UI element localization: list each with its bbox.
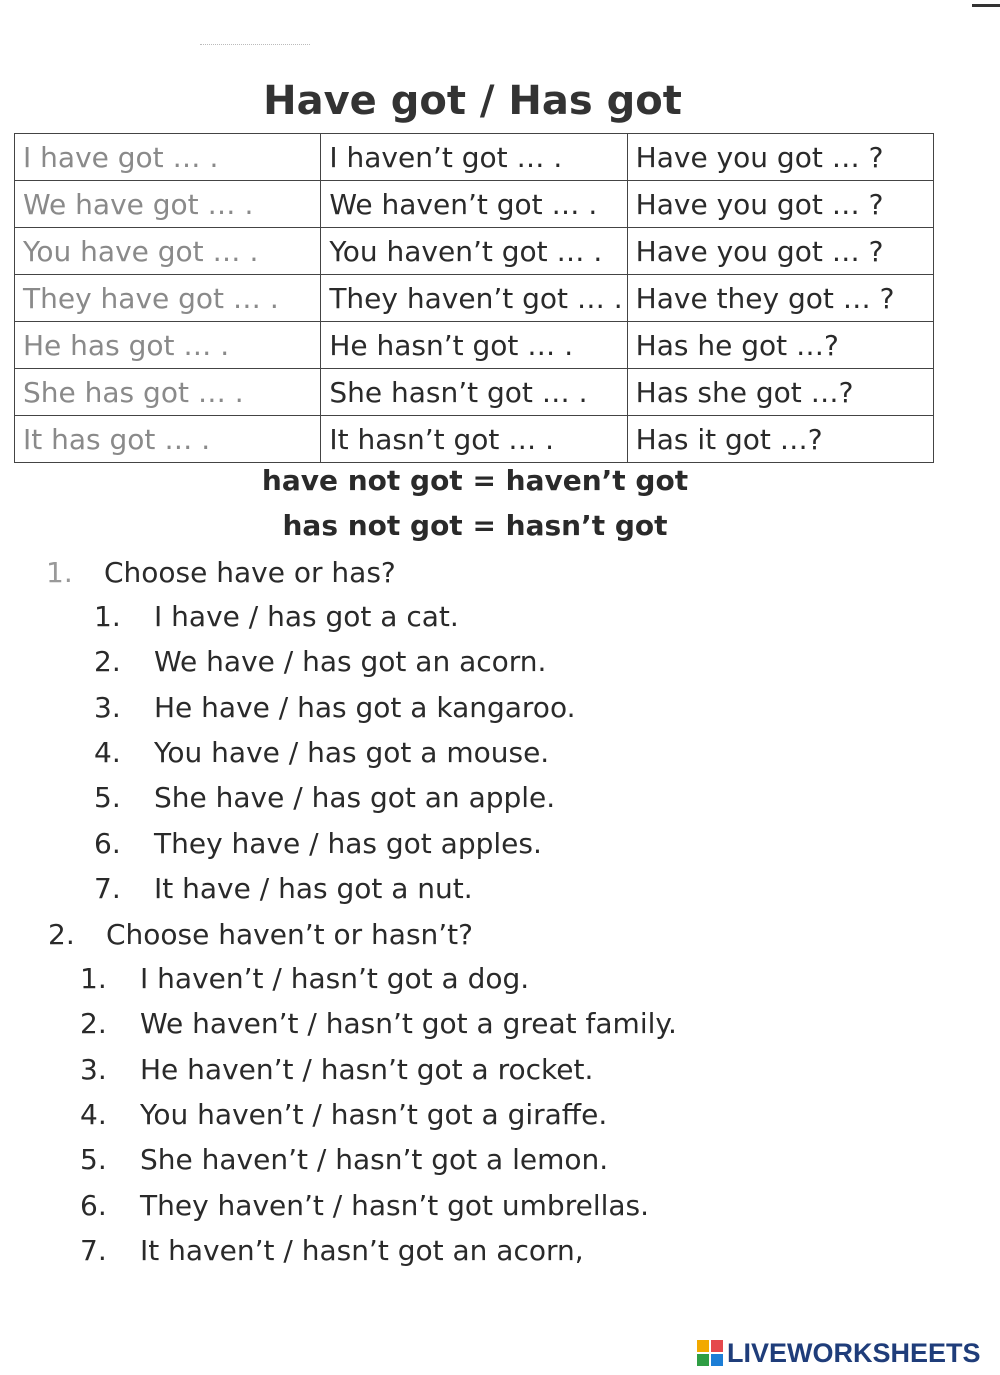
logo-tile bbox=[711, 1340, 723, 1352]
item-text: He haven’t / hasn’t got a rocket. bbox=[140, 1052, 594, 1086]
table-cell-negative: We haven’t got … . bbox=[321, 181, 627, 228]
exercise2-item[interactable] bbox=[80, 1234, 584, 1267]
item-text: She haven’t / hasn’t got a lemon. bbox=[140, 1143, 609, 1177]
table-cell-question: Has he got …? bbox=[627, 322, 933, 369]
item-number: 5. bbox=[80, 1143, 107, 1177]
item-text: She have / has got an apple. bbox=[154, 781, 556, 815]
table-row bbox=[15, 275, 934, 322]
item-number: 2. bbox=[94, 645, 121, 679]
exercise-2-number: 2. bbox=[48, 918, 75, 951]
table-cell-negative: You haven’t got … . bbox=[321, 228, 627, 275]
table-cell-question: Have you got … ? bbox=[627, 181, 933, 228]
grammar-table bbox=[14, 133, 934, 463]
table-row bbox=[15, 322, 934, 369]
table-cell-affirmative: She has got … . bbox=[15, 369, 321, 416]
logo-tile bbox=[697, 1340, 709, 1352]
item-text: You haven’t / hasn’t got a giraffe. bbox=[140, 1097, 608, 1131]
exercise-2-heading bbox=[48, 918, 473, 951]
item-text: They have / has got apples. bbox=[154, 826, 542, 860]
exercise2-item[interactable] bbox=[80, 1007, 677, 1040]
rule-have-not-got: have not got = haven’t got bbox=[261, 464, 689, 497]
item-text: They haven’t / hasn’t got umbrellas. bbox=[140, 1188, 650, 1222]
exercise1-item[interactable] bbox=[94, 645, 546, 678]
table-row bbox=[15, 134, 934, 181]
logo-tile bbox=[697, 1354, 709, 1366]
exercise1-item[interactable] bbox=[94, 600, 459, 633]
table-cell-question: Has it got …? bbox=[627, 416, 933, 463]
exercise2-item[interactable] bbox=[80, 1098, 607, 1131]
item-number: 3. bbox=[80, 1052, 107, 1086]
item-text: You have / has got a mouse. bbox=[154, 735, 550, 769]
table-cell-affirmative: I have got … . bbox=[15, 134, 321, 181]
exercise1-item[interactable] bbox=[94, 827, 542, 860]
exercise2-item[interactable] bbox=[80, 1053, 593, 1086]
table-cell-question: Have you got … ? bbox=[627, 134, 933, 181]
table-cell-negative: They haven’t got … . bbox=[321, 275, 627, 322]
item-text: I have / has got a cat. bbox=[154, 600, 459, 633]
rule-has-not-got: has not got = hasn’t got bbox=[282, 509, 668, 542]
scan-faint-mark bbox=[200, 44, 310, 47]
table-cell-affirmative: We have got … . bbox=[15, 181, 321, 228]
table-row bbox=[15, 181, 934, 228]
item-text: It haven’t / hasn’t got an acorn, bbox=[140, 1233, 584, 1267]
worksheet-title: Have got / Has got bbox=[263, 78, 682, 124]
exercise1-item[interactable] bbox=[94, 872, 473, 905]
table-row bbox=[15, 369, 934, 416]
exercise-1-heading bbox=[46, 556, 396, 589]
exercise2-item[interactable] bbox=[80, 1143, 608, 1176]
table-cell-question: Have you got … ? bbox=[627, 228, 933, 275]
table-cell-question: Have they got … ? bbox=[627, 275, 933, 322]
table-cell-affirmative: You have got … . bbox=[15, 228, 321, 275]
table-row bbox=[15, 416, 934, 463]
item-number: 4. bbox=[94, 735, 121, 769]
item-number: 2. bbox=[80, 1007, 107, 1041]
table-cell-affirmative: It has got … . bbox=[15, 416, 321, 463]
item-text: We have / has got an acorn. bbox=[154, 645, 547, 679]
logo-tile bbox=[711, 1354, 723, 1366]
item-text: It have / has got a nut. bbox=[154, 871, 473, 905]
exercise-1-number: 1. bbox=[46, 556, 73, 589]
item-number: 7. bbox=[94, 871, 121, 905]
item-number: 6. bbox=[80, 1188, 107, 1222]
exercise1-item[interactable] bbox=[94, 691, 575, 724]
table-row bbox=[15, 228, 934, 275]
exercise2-item[interactable] bbox=[80, 962, 529, 995]
table-cell-question: Has she got …? bbox=[627, 369, 933, 416]
liveworksheets-logo-icon bbox=[697, 1340, 723, 1366]
item-number: 4. bbox=[80, 1097, 107, 1131]
exercise-1-heading-text: Choose have or has? bbox=[104, 556, 396, 589]
scan-edge-mark bbox=[972, 4, 1000, 7]
exercise-2-heading-text: Choose haven’t or hasn’t? bbox=[106, 918, 474, 951]
table-cell-affirmative: He has got … . bbox=[15, 322, 321, 369]
item-number: 1. bbox=[94, 600, 121, 633]
item-number: 5. bbox=[94, 781, 121, 815]
item-text: We haven’t / hasn’t got a great family. bbox=[140, 1007, 677, 1041]
item-number: 7. bbox=[80, 1233, 107, 1267]
liveworksheets-logo[interactable] bbox=[697, 1338, 981, 1368]
item-number: 6. bbox=[94, 826, 121, 860]
table-cell-negative: She hasn’t got … . bbox=[321, 369, 627, 416]
item-text: I haven’t / hasn’t got a dog. bbox=[140, 962, 530, 995]
table-cell-negative: It hasn’t got … . bbox=[321, 416, 627, 463]
table-cell-affirmative: They have got … . bbox=[15, 275, 321, 322]
exercise2-item[interactable] bbox=[80, 1189, 649, 1222]
exercise1-item[interactable] bbox=[94, 781, 555, 814]
exercise1-item[interactable] bbox=[94, 736, 549, 769]
logo-text: LIVEWORKSHEETS bbox=[727, 1337, 981, 1368]
table-cell-negative: He hasn’t got … . bbox=[321, 322, 627, 369]
item-number: 3. bbox=[94, 690, 121, 724]
item-text: He have / has got a kangaroo. bbox=[154, 690, 576, 724]
item-number: 1. bbox=[80, 962, 107, 995]
table-cell-negative: I haven’t got … . bbox=[321, 134, 627, 181]
